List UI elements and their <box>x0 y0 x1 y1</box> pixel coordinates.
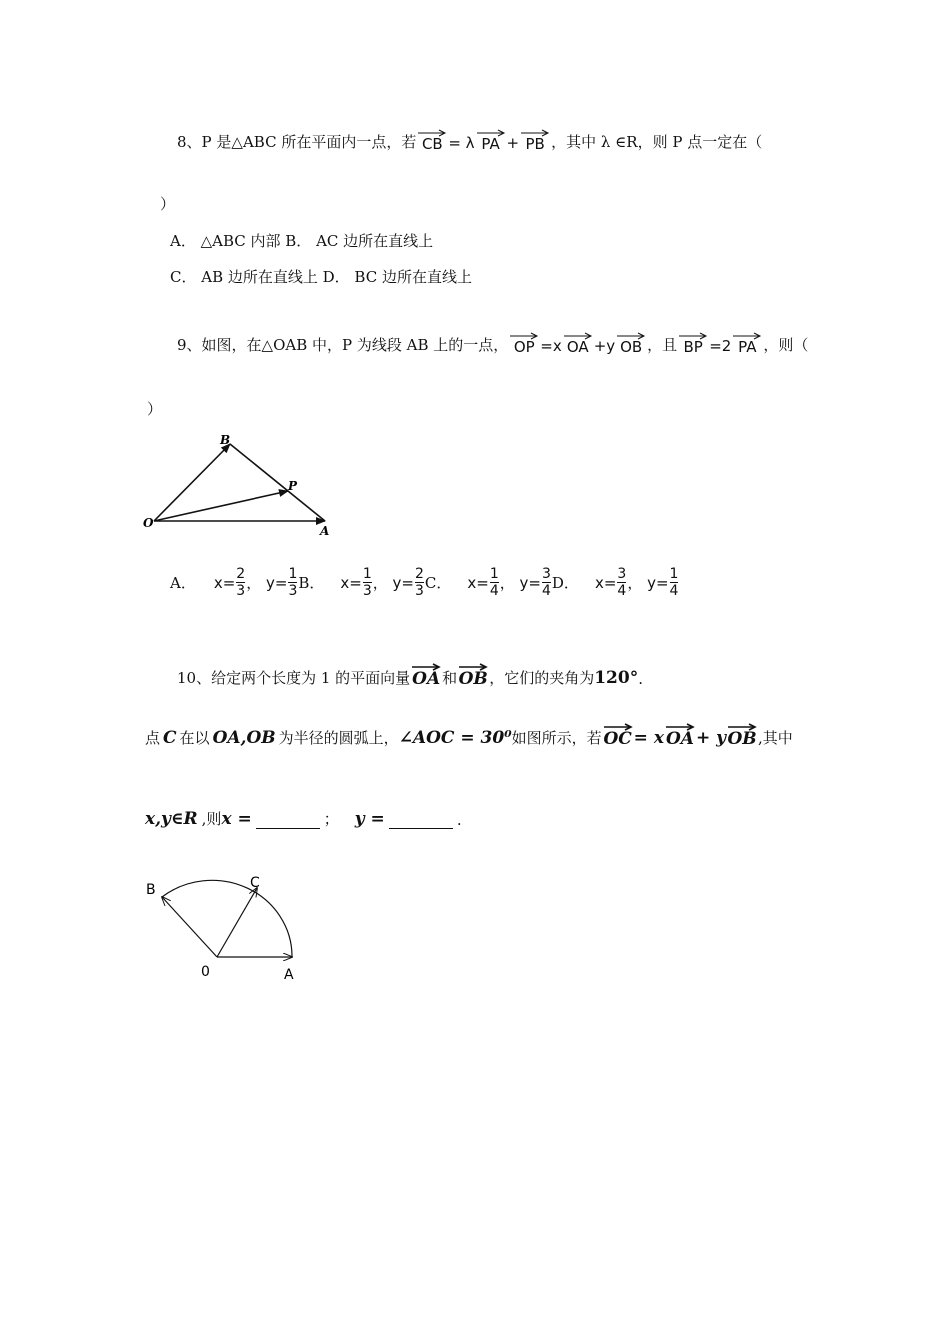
q8-stem <box>177 128 762 152</box>
answer-blank-y[interactable] <box>389 814 453 829</box>
vector-ob: OB <box>616 331 646 355</box>
q9-options <box>170 567 679 598</box>
q10-mid: ，它们的夹角为 <box>489 669 595 687</box>
q10-point-c: C <box>163 728 177 748</box>
q10-y-eq: y = <box>354 809 385 829</box>
q10-line2 <box>145 722 793 748</box>
vector-pa-2: PA <box>732 331 762 355</box>
q10-l2-d: 如图所示，若 <box>511 729 602 747</box>
q8-plus: + <box>506 134 520 152</box>
option-c: x= $\frac{1}{4}$ ， y= $\frac{3}{4}$ <box>467 566 551 599</box>
q10-line3 <box>145 808 462 829</box>
label-a: A <box>320 524 330 538</box>
option-a-label: A． <box>170 574 196 592</box>
label-a: A <box>284 967 294 983</box>
q10-l2-a: 点 <box>145 729 161 747</box>
vector-bp: BP <box>678 331 708 355</box>
q9-eq-2: =2 <box>709 337 732 355</box>
label-b: B <box>146 882 156 898</box>
label-o: O <box>143 516 154 530</box>
vector-oa-bold-2: OA <box>665 722 695 748</box>
vector-pa: PA <box>476 128 506 152</box>
option-c-label: C． <box>424 574 452 592</box>
q9-stem <box>177 331 808 355</box>
option-d: x= $\frac{3}{4}$ ， y= $\frac{1}{4}$ <box>594 566 679 599</box>
vector-oa: OA <box>563 331 593 355</box>
label-c: C <box>250 875 260 891</box>
q10-and: 和 <box>442 669 458 687</box>
q10-arc-figure <box>140 870 310 985</box>
q9-close-paren: ） <box>147 400 163 418</box>
q10-line1 <box>177 662 643 688</box>
q10-l3-a: ,则 <box>201 810 222 828</box>
vector-oc-bold: OC <box>603 722 633 748</box>
option-a: x= $\frac{2}{3}$ ， y= $\frac{1}{3}$ <box>213 566 298 599</box>
q8-prefix: 8、P 是△ABC 所在平面内一点，若 <box>177 133 417 151</box>
label-p: P <box>288 479 298 493</box>
q10-plus-y: + y <box>695 728 727 748</box>
q8-suffix: ，其中 λ ∈R，则 P 点一定在（ <box>551 133 763 151</box>
vector-op: OP <box>509 331 539 355</box>
vector-ob-bold-2: OB <box>727 722 757 748</box>
q8-equals-lambda: = λ <box>448 134 475 152</box>
q8-options-cd: C． AB 边所在直线上 D． BC 边所在直线上 <box>170 268 472 286</box>
q9-prefix: 9、如图，在△OAB 中，P 为线段 AB 上的一点， <box>177 336 509 354</box>
vector-cb: CB <box>417 128 447 152</box>
q10-radii: OA,OB <box>212 728 276 748</box>
q8-close-paren: ） <box>160 195 176 213</box>
q10-l2-b: 在以 <box>179 729 210 747</box>
q8-options-ab: A． △ABC 内部 B． AC 边所在直线上 <box>170 232 434 250</box>
label-o: 0 <box>201 964 210 980</box>
option-d-label: D． <box>551 574 579 592</box>
q10-x-eq: x = <box>221 809 252 829</box>
q10-angle: 120° <box>594 668 639 688</box>
q10-period: . <box>638 670 643 688</box>
q10-eq-x: = x <box>633 728 664 748</box>
q10-condition: x,y∈R <box>145 809 198 829</box>
option-b-label: B． <box>298 574 325 592</box>
vector-oa-bold: OA <box>411 662 441 688</box>
q10-end: . <box>456 811 462 829</box>
q10-l2-e: ,其中 <box>758 729 793 747</box>
label-b: B <box>220 433 231 447</box>
q9-triangle-figure <box>140 430 340 542</box>
q9-plus-y: +y <box>593 337 616 355</box>
vector-pb: PB <box>520 128 550 152</box>
vector-ob-bold: OB <box>458 662 488 688</box>
q10-angle-aoc: ∠AOC = 30⁰ <box>398 728 512 748</box>
q10-semicolon: ； <box>323 810 339 828</box>
option-b: x= $\frac{1}{3}$ ， y= $\frac{2}{3}$ <box>340 566 424 599</box>
q9-eq-x: =x <box>540 337 562 355</box>
q10-prefix: 10、给定两个长度为 1 的平面向量 <box>177 669 411 687</box>
q10-l2-c: 为半径的圆弧上， <box>278 729 399 747</box>
q9-suffix: ，则（ <box>763 336 809 354</box>
q9-mid: ，且 <box>647 336 678 354</box>
answer-blank-x[interactable] <box>256 814 320 829</box>
